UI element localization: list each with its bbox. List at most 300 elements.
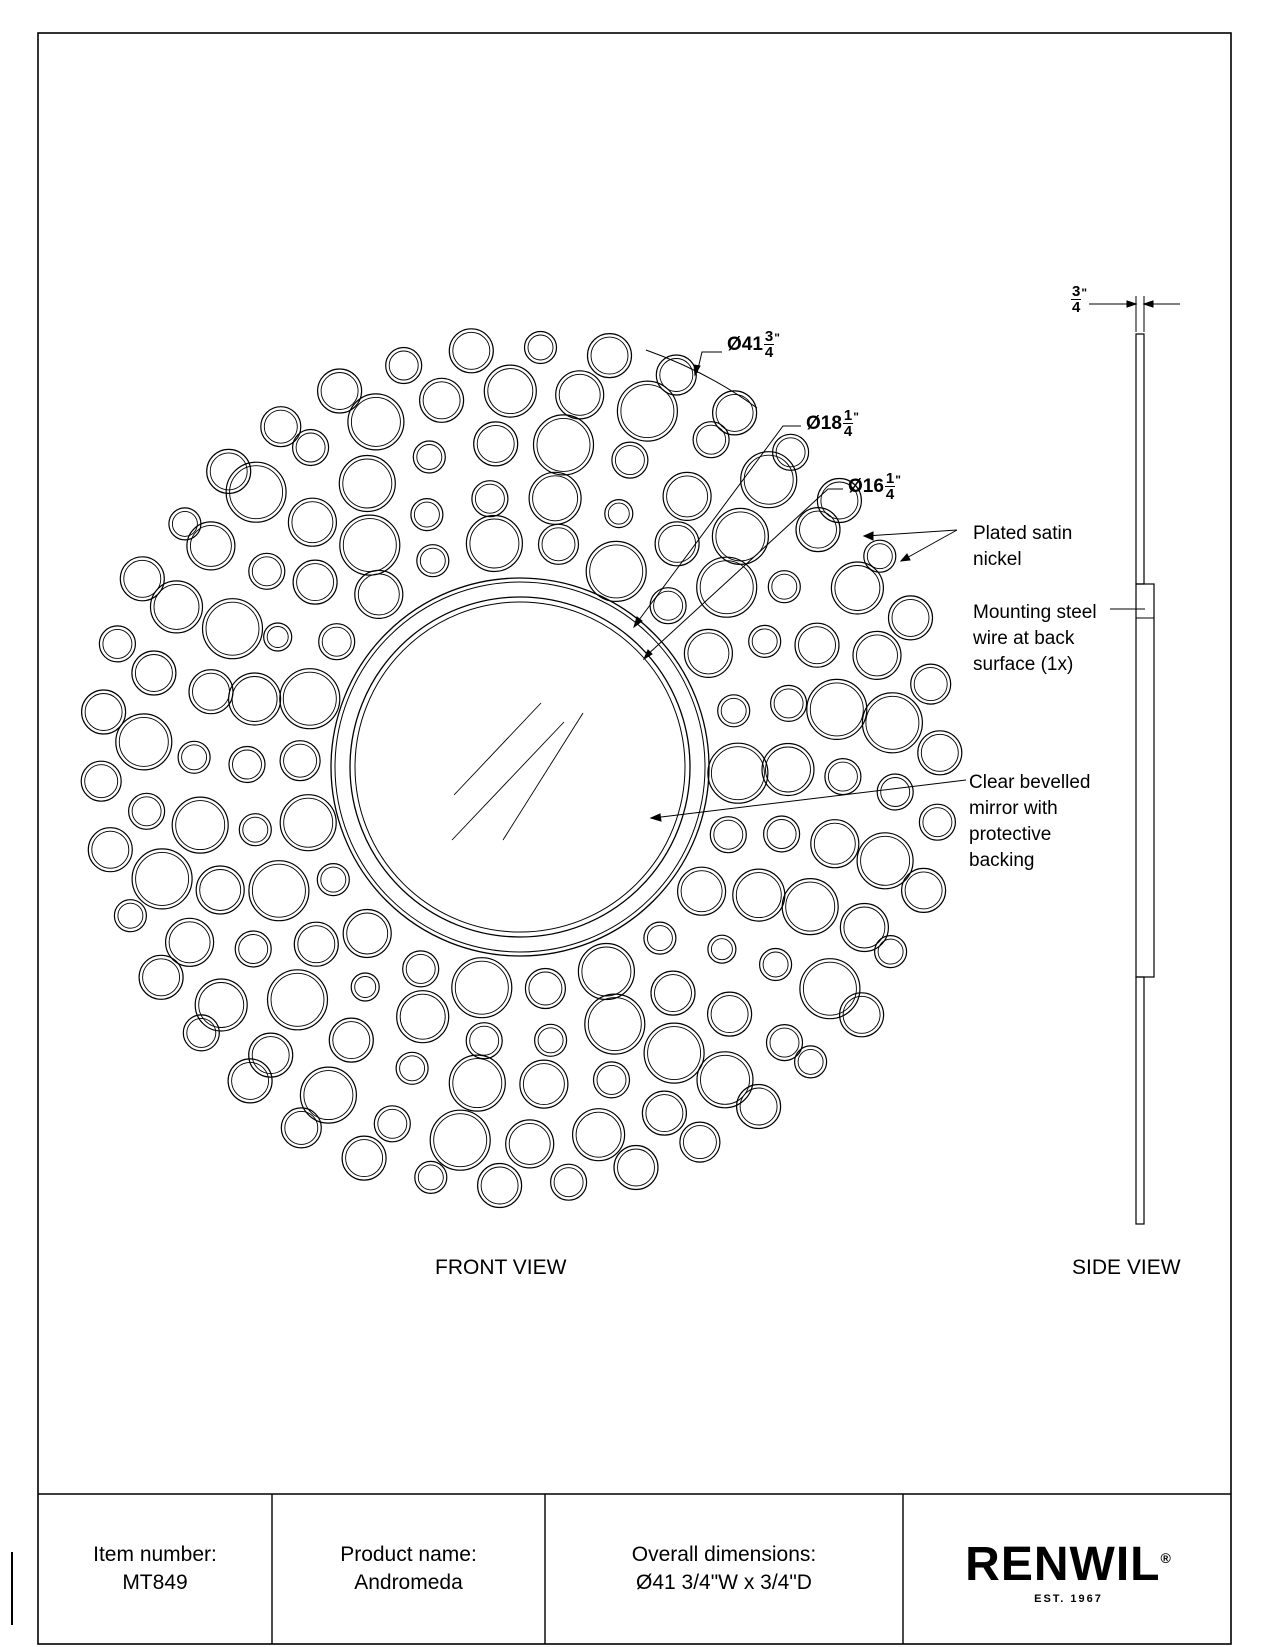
- bubble-ring-inner: [799, 627, 836, 664]
- bubble-ring-inner: [200, 870, 241, 911]
- dim-outer-den: 4: [843, 423, 853, 440]
- item-number-label: Item number:: [93, 1543, 217, 1566]
- bubble-ring-inner: [475, 484, 504, 513]
- bubble-ring-inner: [414, 502, 439, 527]
- bubble-ring-inner: [420, 548, 445, 573]
- bubble-ring-inner: [400, 1056, 425, 1081]
- bubble-ring-outer: [280, 795, 336, 851]
- bubble-ring-inner: [881, 778, 910, 807]
- bubble-ring-inner: [752, 629, 777, 654]
- bubble-ring-inner: [828, 762, 857, 791]
- bubble-ring-inner: [763, 952, 788, 977]
- title-cell-item: [38, 1494, 272, 1644]
- bubble-ring-inner: [772, 574, 797, 599]
- bubble-ring-outer: [586, 541, 646, 601]
- bubble-ring-outer: [535, 1024, 567, 1056]
- bubble-ring-inner: [537, 418, 590, 471]
- bubble-ring-inner: [85, 765, 118, 798]
- bubble-ring-inner: [199, 983, 244, 1028]
- bubble-ring-inner: [582, 947, 631, 996]
- bubble-ring-outer: [139, 955, 183, 999]
- bubble-ring-outer: [795, 1046, 827, 1078]
- side-wire-bracket: [1136, 584, 1154, 977]
- callout-finish-line-2: nickel: [973, 549, 1022, 570]
- bubble-ring-outer: [449, 1055, 505, 1111]
- bubble-ring-outer: [317, 864, 349, 896]
- depth-arrow-right: [1144, 301, 1153, 307]
- bubble-ring-outer: [712, 508, 768, 564]
- bubble-ring-outer: [585, 994, 645, 1054]
- arrowhead-mirror: [651, 814, 661, 821]
- dim-depth-den: 4: [1072, 299, 1081, 316]
- bubble-ring-inner: [590, 545, 643, 598]
- bubble-ring-outer: [612, 442, 648, 478]
- bubble-ring-inner: [591, 337, 628, 374]
- bubble-ring-outer: [642, 1091, 686, 1135]
- bubble-ring-outer: [396, 1052, 428, 1084]
- bubble-ring-inner: [711, 996, 748, 1033]
- bubble-ring-inner: [252, 1037, 289, 1074]
- dim-inner-den: 4: [885, 486, 895, 503]
- callout-mounting-line-1: Mounting steel: [973, 602, 1097, 623]
- bubble-ring-inner: [744, 455, 793, 504]
- bubble-ring-inner: [252, 557, 281, 586]
- dim-inner-unit: ": [895, 473, 901, 487]
- bubble-ring-outer: [710, 817, 746, 853]
- bubble-ring-inner: [343, 519, 396, 572]
- bubble-ring-outer: [807, 679, 867, 739]
- bubble-ring-inner: [767, 820, 796, 849]
- bubble-ring-outer: [556, 371, 604, 419]
- reflection-line-1: [454, 703, 541, 795]
- item-number-value: MT849: [122, 1571, 188, 1594]
- depth-arrow-left: [1127, 301, 1136, 307]
- overall-dimensions-value: Ø41 3/4"W x 3/4"D: [636, 1571, 812, 1594]
- bubble-ring-inner: [304, 1071, 353, 1120]
- bubble-ring-outer: [811, 820, 859, 868]
- bubble-ring-outer: [264, 623, 292, 651]
- title-cell-product: [272, 1494, 545, 1644]
- bubble-ring-outer: [415, 1161, 447, 1193]
- bubble-ring-outer: [484, 365, 536, 417]
- bubble-ring-outer: [132, 651, 176, 695]
- bubble-ring-inner: [667, 476, 708, 517]
- bubble-ring-outer: [768, 571, 800, 603]
- dim-outer-fraction: [843, 408, 853, 439]
- bubble-ring-outer: [288, 498, 336, 546]
- bubble-ring-inner: [321, 373, 358, 410]
- bubble-ring-outer: [525, 332, 557, 364]
- central-mirror: [331, 578, 709, 956]
- mirror-outer-ring: [331, 578, 709, 956]
- bubble-ring-outer: [795, 623, 839, 667]
- bubble-ring-outer: [203, 599, 263, 659]
- bubble-ring-inner: [176, 801, 225, 850]
- bubble-ring-inner: [455, 961, 508, 1014]
- bubble-ring-inner: [528, 335, 553, 360]
- bubble-ring-outer: [708, 743, 768, 803]
- bubble-ring-inner: [169, 922, 210, 963]
- bubble-ring-inner: [292, 502, 333, 543]
- bubble-ring-inner: [136, 852, 189, 905]
- bubble-ring-outer: [919, 804, 955, 840]
- bubble-ring-inner: [766, 747, 811, 792]
- bubble-ring-inner: [523, 1064, 564, 1105]
- bubble-ring-inner: [615, 446, 644, 475]
- bubble-ring-outer: [300, 1067, 356, 1123]
- bubble-ring-outer: [737, 1085, 781, 1129]
- bubble-ring-outer: [169, 508, 201, 540]
- bubble-ring-inner: [803, 962, 856, 1015]
- bubble-ring-inner: [655, 975, 692, 1012]
- bubble-ring-inner: [714, 820, 743, 849]
- bubble-ring-outer: [351, 973, 379, 1001]
- bubble-ring-inner: [681, 871, 722, 912]
- bubble-ring-outer: [82, 690, 126, 734]
- bubble-ring-inner: [509, 1123, 550, 1164]
- callout-mirror-line-2: mirror with: [969, 798, 1058, 819]
- bubble-ring-inner: [298, 926, 335, 963]
- bubble-ring-outer: [617, 381, 677, 441]
- bubble-ring-outer: [760, 949, 792, 981]
- bubble-ring-outer: [525, 969, 565, 1009]
- bubble-ring-inner: [85, 694, 122, 731]
- bubble-ring-outer: [178, 741, 210, 773]
- bubble-ring-inner: [659, 525, 696, 562]
- bubble-ring-outer: [713, 391, 757, 435]
- callout-mirror-line-1: Clear bevelled: [969, 772, 1091, 793]
- callout-mirror-line-3: protective: [969, 824, 1052, 845]
- bubble-ring-outer: [261, 407, 301, 447]
- bubble-ring-outer: [120, 557, 164, 601]
- bubble-ring-inner: [206, 602, 259, 655]
- bubble-ring-outer: [573, 1109, 625, 1161]
- bubble-ring-inner: [284, 744, 317, 777]
- bubble-ring-inner: [210, 453, 247, 490]
- bubble-ring-outer: [466, 516, 522, 572]
- dim-overall-whole: Ø41: [727, 333, 763, 355]
- bubble-ring-outer: [249, 861, 309, 921]
- bubble-ring-outer: [268, 970, 328, 1030]
- callout-mounting: [973, 600, 1097, 678]
- bubble-ring-outer: [650, 588, 686, 624]
- bubble-ring-inner: [172, 511, 197, 536]
- bubble-ring-inner: [346, 1140, 383, 1177]
- bubble-ring-outer: [114, 900, 146, 932]
- bubble-ring-outer: [478, 1164, 522, 1208]
- dim-outer-mirror: [806, 408, 859, 439]
- bubble-ring-outer: [520, 1060, 568, 1108]
- bubble-ring-outer: [796, 508, 840, 552]
- bubble-ring-inner: [187, 1018, 216, 1047]
- dim-overall-unit: ": [774, 331, 780, 345]
- bubble-ring-outer: [644, 1023, 704, 1083]
- bubble-ring-outer: [452, 958, 512, 1018]
- bubble-ring-inner: [878, 939, 903, 964]
- callout-mirror: [969, 770, 1090, 874]
- bubble-ring-inner: [418, 1165, 443, 1190]
- bubble-ring-outer: [764, 816, 800, 852]
- callout-finish-line-1: Plated satin: [973, 523, 1073, 544]
- bubble-ring-inner: [646, 1095, 683, 1132]
- leader-finish-2: [903, 530, 957, 560]
- bubble-ring-inner: [271, 973, 324, 1026]
- bubble-ring-outer: [902, 868, 946, 912]
- bubble-ring-outer: [293, 430, 329, 466]
- bubble-ring-outer: [239, 814, 271, 846]
- bubble-ring-inner: [92, 831, 129, 868]
- bubble-ring-outer: [132, 849, 192, 909]
- reflection-line-2: [452, 722, 564, 840]
- dim-inner-num: 1: [885, 470, 895, 487]
- arrowhead-finish-2: [901, 554, 910, 561]
- bubble-ring-outer: [99, 626, 135, 662]
- bubble-ring-outer: [281, 1108, 321, 1148]
- bubble-ring-inner: [786, 882, 835, 931]
- bubble-ring-inner: [119, 717, 168, 766]
- bubble-ring-outer: [605, 500, 633, 528]
- bubble-ring-outer: [800, 959, 860, 1019]
- bubble-ring-outer: [506, 1120, 554, 1168]
- bubble-ring-inner: [740, 1088, 777, 1125]
- leader-overall: [697, 352, 722, 373]
- bubble-ring-outer: [249, 1033, 293, 1077]
- bubble-ring-inner: [861, 836, 910, 885]
- bubble-ring-outer: [539, 524, 579, 564]
- bubble-ring-outer: [329, 1018, 373, 1062]
- bubble-ring-outer: [614, 1146, 658, 1190]
- mirror-outer-ring-inner: [335, 582, 705, 952]
- bubble-ring-inner: [358, 574, 399, 615]
- bubble-ring-inner: [654, 591, 683, 620]
- bubble-ring-inner: [417, 445, 442, 470]
- bubble-ring-inner: [533, 476, 578, 521]
- bubble-ring-inner: [736, 873, 781, 918]
- bubble-ring-inner: [285, 1111, 318, 1144]
- bubble-ring-inner: [190, 525, 231, 566]
- callout-mounting-line-3: surface (1x): [973, 654, 1074, 675]
- bubble-ring-inner: [844, 907, 885, 948]
- bubble-ring-inner: [798, 1049, 823, 1074]
- bubble-ring-inner: [477, 425, 514, 462]
- bubble-ring-inner: [453, 1059, 502, 1108]
- bubble-ring-outer: [420, 378, 464, 422]
- side-view-title: SIDE VIEW: [1072, 1256, 1181, 1279]
- bubble-ring-inner: [488, 369, 533, 414]
- dim-overall-den: 4: [764, 344, 774, 361]
- bubble-ring-outer: [189, 670, 233, 714]
- logo-wordmark: [965, 1534, 1172, 1589]
- dim-inner-fraction: [885, 471, 895, 502]
- bubble-ring-inner: [559, 374, 600, 415]
- bubble-ring-outer: [229, 673, 281, 725]
- bubble-ring-inner: [232, 677, 277, 722]
- bubble-ring-outer: [578, 944, 634, 1000]
- callout-mirror-line-4: backing: [969, 850, 1035, 871]
- product-name-label: Product name:: [340, 1543, 477, 1566]
- bubble-ring-inner: [343, 459, 392, 508]
- bubble-ring-outer: [342, 1136, 386, 1180]
- bubble-ring-outer: [348, 394, 404, 450]
- bubble-ring-inner: [400, 994, 445, 1039]
- dim-inner-whole: Ø16: [848, 475, 884, 497]
- bubble-ring-outer: [733, 869, 785, 921]
- bubble-ring-outer: [403, 951, 439, 987]
- bubble-ring-inner: [182, 745, 207, 770]
- bubble-ring-inner: [264, 410, 297, 443]
- arrowhead-finish-1: [864, 532, 873, 540]
- bubble-ring-outer: [767, 1025, 803, 1061]
- bubble-ring-outer: [911, 664, 951, 704]
- bubble-ring-inner: [892, 599, 929, 636]
- bubble-ring-outer: [656, 355, 696, 395]
- dim-depth: [1070, 284, 1087, 315]
- bubble-ring-inner: [252, 864, 305, 917]
- bubble-ring-outer: [374, 1106, 410, 1142]
- bubble-ring-outer: [534, 415, 594, 475]
- bubble-ring-inner: [135, 655, 172, 692]
- bubble-ring-outer: [708, 935, 736, 963]
- bubble-ring-outer: [697, 557, 757, 617]
- dim-overall-diameter: [727, 329, 780, 360]
- bubble-ring-outer: [749, 625, 781, 657]
- bubble-ring-outer: [196, 866, 244, 914]
- bubble-ring-inner: [618, 1149, 655, 1186]
- bubble-ring-outer: [594, 1062, 630, 1098]
- side-view: [1089, 296, 1180, 1224]
- bubble-ring-outer: [207, 449, 251, 493]
- mirror-bevel-ring: [350, 597, 690, 937]
- bubble-ring-inner: [423, 382, 460, 419]
- bubble-ring-outer: [918, 731, 962, 775]
- bubble-ring-inner: [232, 1062, 269, 1099]
- bubble-ring-outer: [684, 629, 732, 677]
- dim-outer-unit: ": [853, 410, 859, 424]
- bubble-ring-inner: [770, 1028, 799, 1057]
- bubble-ring-inner: [688, 633, 729, 674]
- bubble-ring-outer: [840, 904, 888, 952]
- bubble-ring-outer: [319, 624, 355, 660]
- bubble-ring-inner: [554, 1168, 583, 1197]
- dim-overall-num: 3: [764, 328, 774, 345]
- bubble-ring-inner: [333, 1022, 370, 1059]
- bubble-ring-outer: [762, 744, 814, 796]
- bubble-ring-inner: [453, 332, 490, 369]
- dim-depth-num: 3: [1072, 283, 1081, 300]
- bubble-ring-outer: [343, 910, 391, 958]
- bubble-ring-outer: [294, 922, 338, 966]
- bubble-ring-outer: [449, 329, 493, 373]
- bubble-ring-inner: [267, 627, 288, 648]
- arrowhead-overall: [694, 365, 700, 375]
- bubble-ring-outer: [340, 515, 400, 575]
- bubble-ring-outer: [782, 879, 838, 935]
- bubble-ring-inner: [866, 696, 919, 749]
- bubble-ring-inner: [538, 1028, 563, 1053]
- bubble-ring-outer: [693, 422, 729, 458]
- reflection-line-3: [503, 713, 583, 840]
- bubble-ring-outer: [413, 441, 445, 473]
- bubble-ring-outer: [81, 761, 121, 801]
- bubble-ring-outer: [183, 1015, 219, 1051]
- bubble-ring-inner: [283, 672, 336, 725]
- bubble-ring-outer: [864, 540, 896, 572]
- bubble-ring-inner: [124, 560, 161, 597]
- bubble-ring-outer: [318, 369, 362, 413]
- bubble-ring-inner: [701, 1055, 750, 1104]
- bubble-ring-inner: [470, 519, 519, 568]
- bubble-ring-outer: [355, 570, 403, 618]
- bubble-ring-outer: [249, 553, 285, 589]
- bubble-ring-outer: [862, 693, 922, 753]
- title-cell-dimensions: [545, 1494, 903, 1644]
- bubble-ring-outer: [663, 472, 711, 520]
- side-profile-lower: [1136, 977, 1144, 1224]
- bubble-ring-outer: [417, 545, 449, 577]
- bubble-ring-outer: [697, 1052, 753, 1108]
- bubble-ring-inner: [597, 1065, 626, 1094]
- bubble-ring-outer: [877, 774, 913, 810]
- bubble-ring-inner: [529, 972, 562, 1005]
- bubble-ring-outer: [474, 422, 518, 466]
- bubble-ring-outer: [228, 1059, 272, 1103]
- bubble-ring-inner: [351, 397, 400, 446]
- bubble-ring-inner: [810, 683, 863, 736]
- bubble-ring-outer: [235, 931, 271, 967]
- bubble-ring-inner: [700, 561, 753, 614]
- bubble-frame: [81, 329, 962, 1208]
- bubble-ring-outer: [411, 499, 443, 531]
- bubble-ring-inner: [193, 673, 230, 710]
- callout-mounting-line-2: wire at back: [973, 628, 1075, 649]
- bubble-ring-inner: [284, 798, 333, 847]
- bubble-ring-outer: [88, 828, 132, 872]
- bubble-ring-inner: [588, 998, 641, 1051]
- bubble-ring-inner: [481, 1167, 518, 1204]
- bubble-ring-inner: [608, 503, 629, 524]
- logo-registered-mark: ®: [1160, 1549, 1172, 1566]
- bubble-ring-outer: [718, 695, 750, 727]
- bubble-ring-outer: [875, 936, 907, 968]
- bubble-ring-inner: [857, 635, 898, 676]
- arrowhead-outer-mirror: [634, 617, 642, 627]
- bubble-ring-outer: [644, 922, 676, 954]
- bubble-ring-outer: [116, 714, 172, 770]
- bubble-ring-inner: [905, 872, 942, 909]
- bubble-ring-inner: [470, 1026, 499, 1055]
- bubble-ring-outer: [680, 1122, 720, 1162]
- bubble-ring-outer: [386, 348, 422, 384]
- bubble-ring-inner: [378, 1109, 407, 1138]
- callout-finish: [973, 521, 1072, 573]
- bubble-ring-outer: [551, 1164, 587, 1200]
- bubble-ring-inner: [711, 747, 764, 800]
- front-view-title: FRONT VIEW: [435, 1256, 567, 1279]
- dim-outer-whole: Ø18: [806, 412, 842, 434]
- logo-established: EST. 1967: [1034, 1592, 1103, 1605]
- bubble-ring-outer: [466, 1023, 502, 1059]
- bubble-ring-inner: [434, 1114, 487, 1167]
- bubble-ring-inner: [835, 566, 880, 611]
- bubble-ring-inner: [321, 867, 346, 892]
- bubble-ring-inner: [296, 433, 325, 462]
- bubble-ring-inner: [921, 734, 958, 771]
- dim-inner-mirror: [848, 471, 901, 502]
- bubble-ring-outer: [187, 522, 235, 570]
- bubble-ring-outer: [529, 472, 581, 524]
- bubble-ring-outer: [293, 560, 337, 604]
- bubble-ring-outer: [831, 562, 883, 614]
